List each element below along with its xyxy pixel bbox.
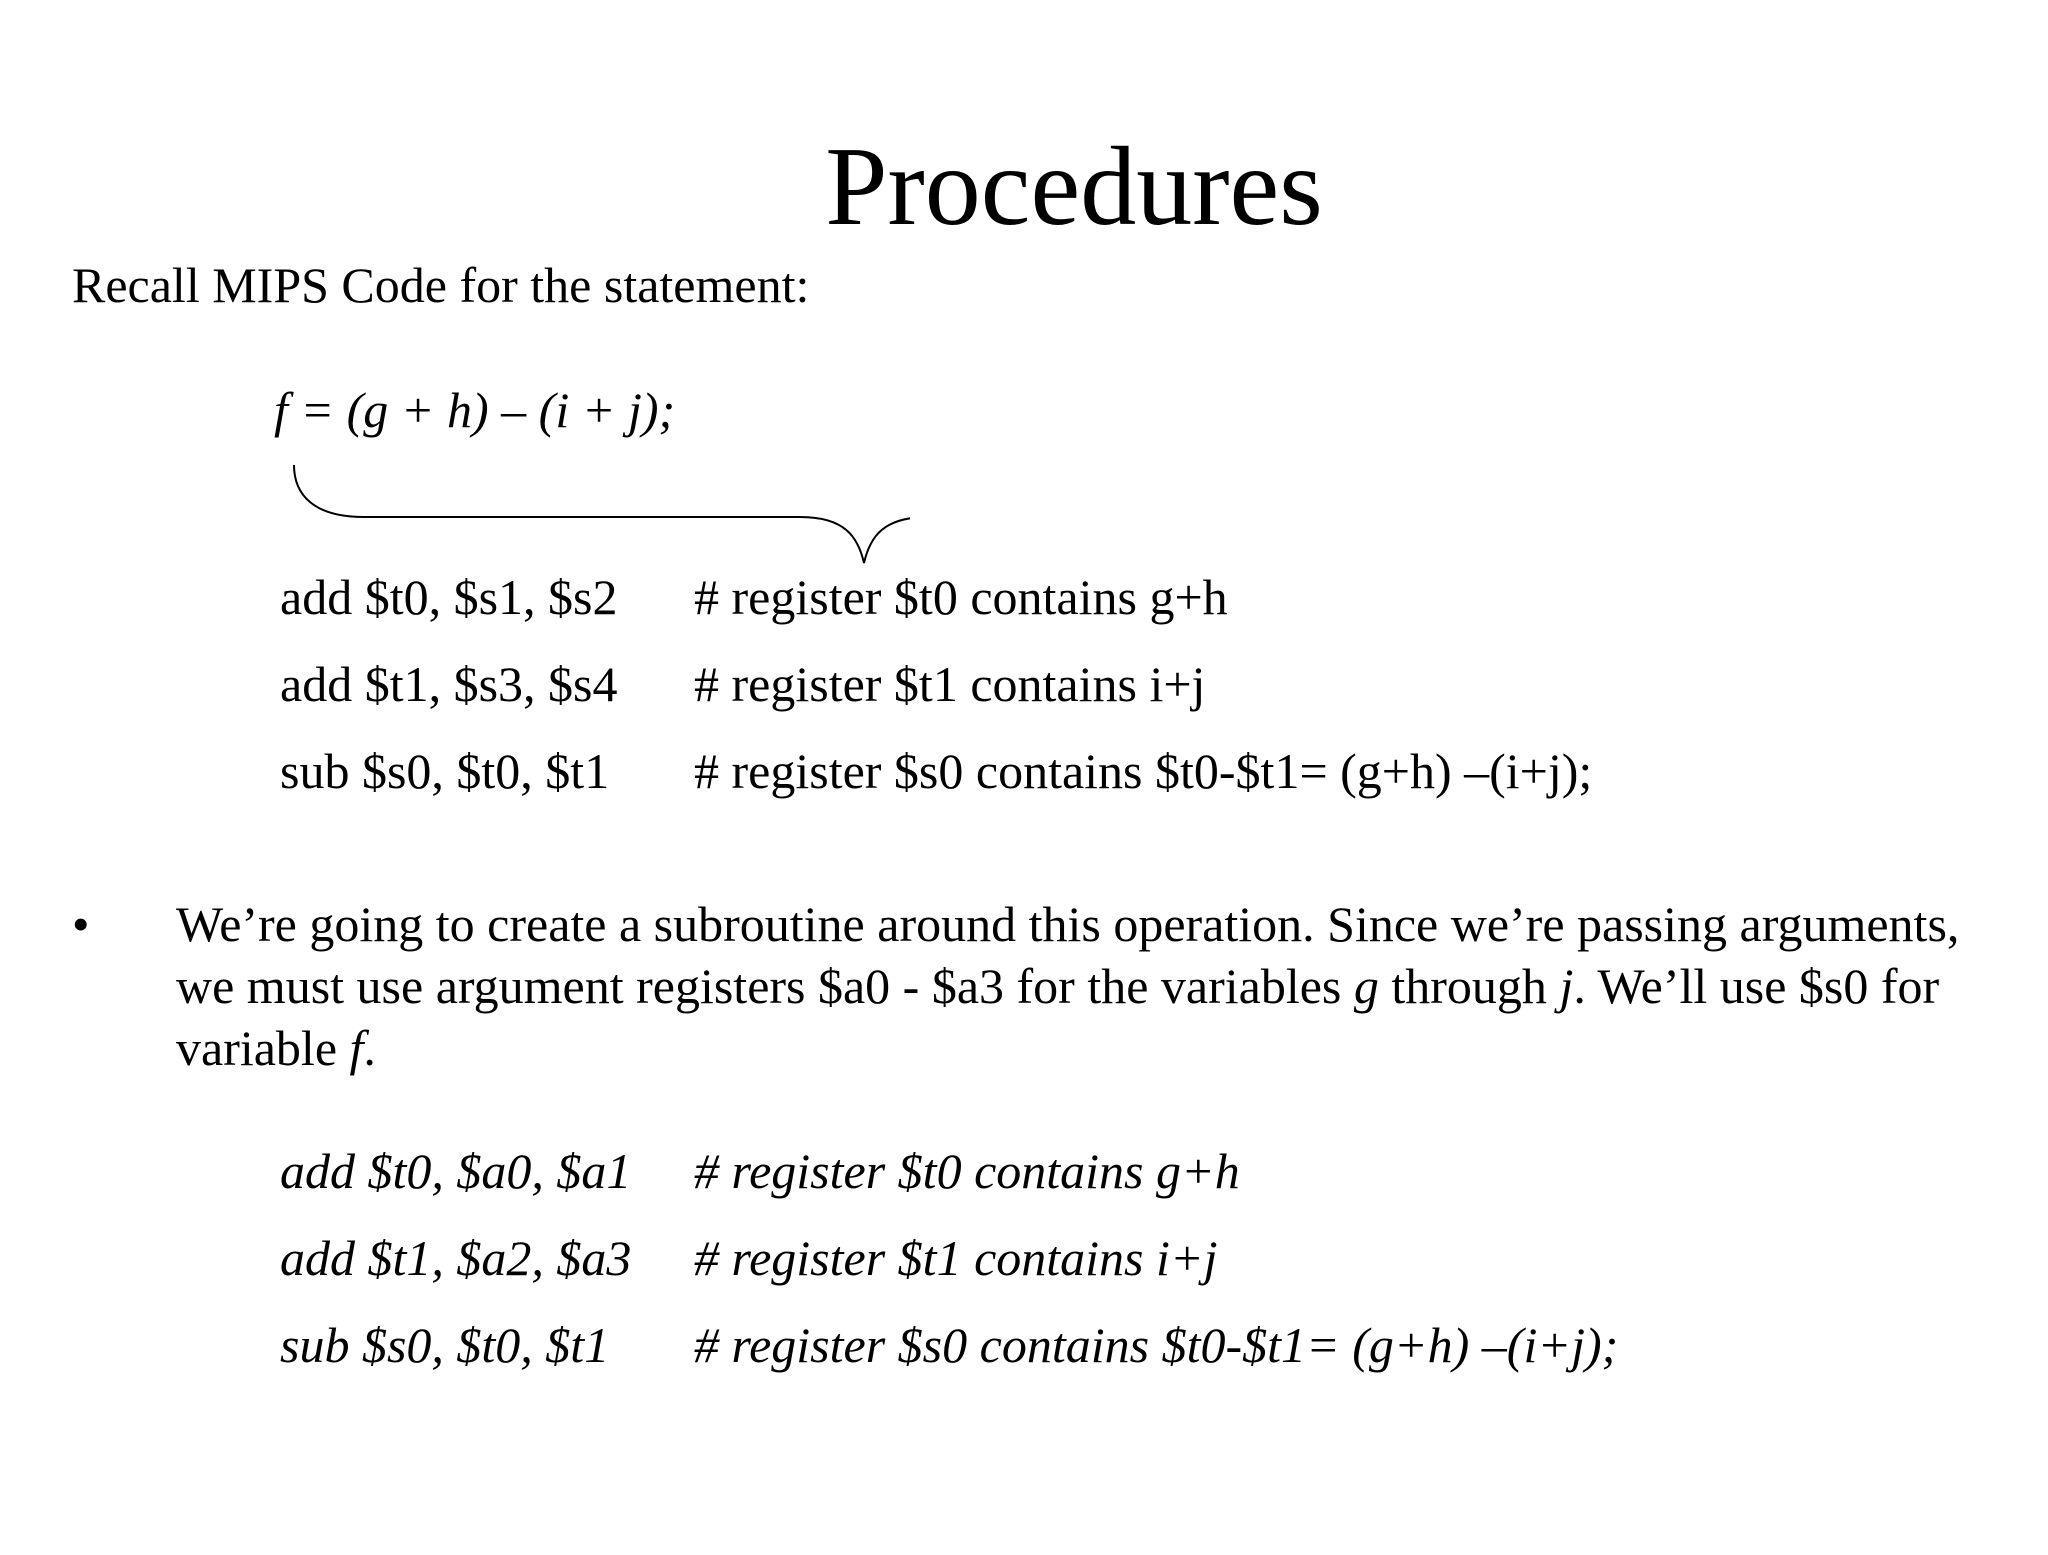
code-instruction: add $t1, $a2, $a3 bbox=[280, 1230, 632, 1286]
bullet-text-part: through bbox=[1378, 958, 1560, 1014]
bullet-icon: • bbox=[72, 896, 90, 952]
code-instruction: sub $s0, $t0, $t1 bbox=[280, 743, 610, 799]
variable-g: g bbox=[1353, 958, 1379, 1014]
intro-text: Recall MIPS Code for the statement: bbox=[72, 257, 810, 313]
code-comment: # register $t1 contains i+j bbox=[694, 656, 1206, 712]
c-expression: f = (g + h) – (i + j); bbox=[274, 382, 676, 438]
code-comment: # register $t1 contains i+j bbox=[694, 1230, 1218, 1286]
code-comment: # register $s0 contains $t0-$t1= (g+h) –(i+j); bbox=[694, 1317, 1619, 1373]
variable-f: f bbox=[349, 1020, 364, 1076]
slide-title: Procedures bbox=[825, 125, 1323, 249]
code-instruction: sub $s0, $t0, $t1 bbox=[280, 1317, 610, 1373]
bullet-text-part: . We’ll use $s0 for variable bbox=[176, 958, 1940, 1076]
curly-brace-icon bbox=[270, 455, 910, 575]
bullet-text-part: We’re going to create a subroutine around this operation. Since we’re passing arguments, we must use argument registers $a0 - $a3 for the variables bbox=[176, 896, 1960, 1014]
bullet-paragraph bbox=[176, 893, 1996, 1079]
variable-j: j bbox=[1559, 958, 1574, 1014]
code-instruction: add $t0, $s1, $s2 bbox=[280, 569, 618, 625]
code-instruction: add $t0, $a0, $a1 bbox=[280, 1143, 632, 1199]
code-line-6 bbox=[280, 1315, 1619, 1555]
code-comment: # register $t0 contains g+h bbox=[694, 1143, 1240, 1199]
code-comment: # register $s0 contains $t0-$t1= (g+h) –(i+j); bbox=[694, 743, 1593, 799]
code-comment: # register $t0 contains g+h bbox=[694, 569, 1228, 625]
bullet-text-part: . bbox=[363, 1020, 376, 1076]
code-instruction: add $t1, $s3, $s4 bbox=[280, 656, 618, 712]
